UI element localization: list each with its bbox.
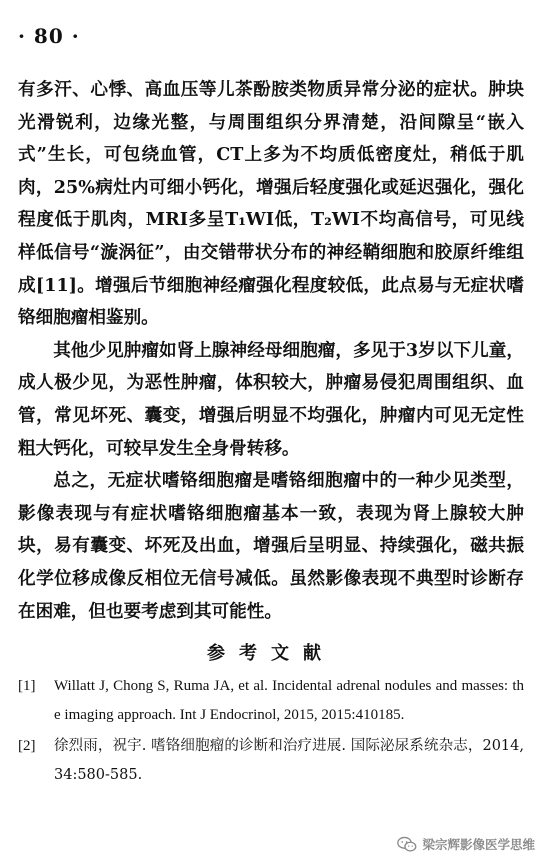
article-body [18,74,524,676]
paragraph-3: 总之，无症状嗜铬细胞瘤是嗜铬细胞瘤中的一种少见类型，影像表现与有症状嗜铬细胞瘤基本一致，表现为肾上腺较大肿块，易有囊变、坏死及出血，增强后呈明显、持续强化，磁共振化学位移成像反相位无信号减低。虽然影像表现不典型时诊断存在困难，但也要考虑到其可能性。 [18,470,524,622]
page-number: · 80 · [18,24,80,48]
wechat-icon [397,836,417,853]
reference-item [18,672,524,730]
reference-number: [1] [18,678,36,694]
watermark-text: 梁宗辉影像医学思维 [422,837,535,852]
reference-text: Willatt J, Chong S, Ruma JA, et al. Incidental adrenal nodules and masses: the imaging approach. Int J Endocrinol, 2015, 2015:410185. [54,678,524,723]
paragraph-1: 有多汗、心悸、高血压等儿茶酚胺类物质异常分泌的症状。肿块光滑锐利，边缘光整，与周围组织分界清楚，沿间隙呈“嵌入式”生长，可包绕血管，CT上多为不均质低密度灶，稍低于肌肉，25%病灶内可细小钙化，增强后轻度强化或延迟强化，强化程度低于肌肉，MRI多呈T₁WI低，T₂WI不均高信号，可见线样低信号“漩涡征”，由交错带状分布的神经鞘细胞和胶原纤维组成[11]。增强后节细胞神经瘤强化程度较低，此点易与无症状嗜铬细胞瘤相鉴别。 [18,79,524,329]
paragraph-2: 其他少见肿瘤如肾上腺神经母细胞瘤，多见于3岁以下儿童，成人极少见，为恶性肿瘤，体积较大，肿瘤易侵犯周围组织、血管，常见坏死、囊变，增强后明显不均强化，肿瘤内可见无定性粗大钙化，可较早发生全身骨转移。 [18,339,524,459]
reference-text: 徐烈雨，祝宇. 嗜铬细胞瘤的诊断和治疗进展. 国际泌尿系统杂志，2014,34:580-585. [54,738,524,783]
reference-item [18,732,524,790]
watermark [397,835,535,853]
references-heading: 参考文献 [207,643,335,665]
reference-number: [2] [18,738,36,754]
reference-list [18,672,524,792]
